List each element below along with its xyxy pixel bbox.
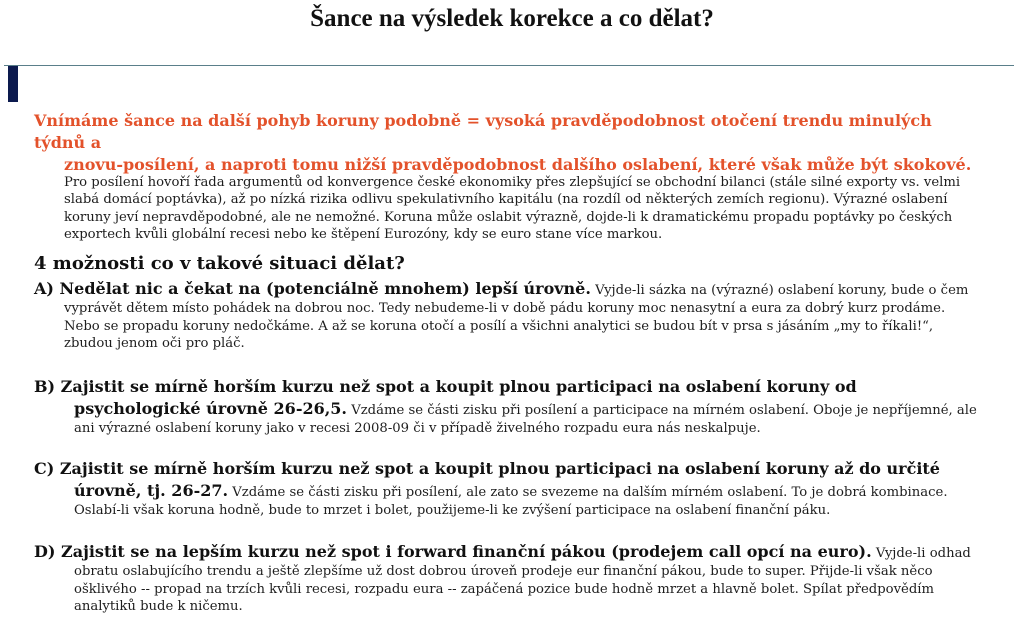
option-c-heading: C) Zajistit se mírně horším kurzu než spot a koupit plnou participaci na oslabení koruny až do určité úrovně, tj. 26-27. <box>34 459 940 500</box>
accent-bar <box>8 66 18 102</box>
option-b <box>34 376 984 438</box>
option-b-body: Vzdáme se části zisku při posílení a participace na mírném oslabení. Oboje je nepříjemné, ale ani výrazné oslabení koruny jako v recesi 2008-09 či v případě živelného rozpadu eura nás neskalpuje. <box>74 403 977 436</box>
option-d-heading: D) Zajistit se na lepším kurzu než spot i forward finanční pákou (prodejem call opcí na euro). <box>34 542 872 561</box>
section-heading: 4 možnosti co v takové situaci dělat? <box>34 253 405 274</box>
option-a-body: Vyjde-li sázka na (výrazné) oslabení koruny, bude o čem vyprávět dětem místo pohádek na dobrou noc. Tedy nebudeme-li v době pádu koruny moc nenasytní a eura za dobrý kurz prodáme. Nebo se propadu koruny nedočkáme. A až se koruna otočí a posílí a všichni analytici se budou bít v prsa s jásáním „my to říkali!“, zbudou jenom oči pro pláč. <box>64 283 969 351</box>
option-d-body: Vyjde-li odhad obratu oslabujícího trendu a ještě zlepšíme už dost dobrou úroveň prodeje eur finanční pákou, bude to super. Přijde-li však něco ošklivého -- propad na trzích kvůli recesi, rozpadu eura -- zapáčená pozice bude hodně mrzet a hlavně bolet. Spílat předpovědím analytiků bude k ničemu. <box>74 546 971 614</box>
header-divider <box>4 65 1014 66</box>
intro-lead-line2: znovu-posílení, a naproti tomu nižší pravděpodobnost dalšího oslabení, které však může být skokové. <box>64 155 972 174</box>
intro-lead-line1: Vnímáme šance na další pohyb koruny podobně = vysoká pravděpodobnost otočení trendu minulých týdnů a <box>34 111 932 152</box>
option-a-heading: A) Nedělat nic a čekat na (potenciálně mnohem) lepší úrovně. <box>34 279 591 298</box>
option-d <box>34 541 984 616</box>
page-title: Šance na výsledek korekce a co dělat? <box>310 5 714 32</box>
intro-body-wrap <box>34 154 984 244</box>
option-c-body: Vzdáme se části zisku při posílení, ale zato se svezeme na dalším mírném oslabení. To je dobrá kombinace. Oslabí-li však koruna hodně, bude to mrzet i bolet, použijeme-li ke zvýšení participace na oslabení finanční páku. <box>74 485 948 518</box>
option-a <box>34 278 984 353</box>
intro-body: Pro posílení hovoří řada argumentů od konvergence české ekonomiky přes zlepšující se obchodní bilanci (stále silné exporty vs. velmi slabá domácí poptávka), až po nízká rizika odlivu spekulativního kapitálu (na rozdíl od některých zemích regionu). Výrazné oslabení koruny jeví nepravděpodobné, ale ne nemožné. Koruna může oslabit výrazně, dojde-li k dramatickému propadu poptávky po českých exportech kvůli globální recesi nebo ke štěpení Eurozóny, kdy se euro stane více markou. <box>64 174 961 242</box>
option-c <box>34 458 984 520</box>
intro-paragraph <box>34 110 984 244</box>
option-b-heading: B) Zajistit se mírně horším kurzu než spot a koupit plnou participaci na oslabení koruny od psychologické úrovně 26-26,5. <box>34 377 857 418</box>
